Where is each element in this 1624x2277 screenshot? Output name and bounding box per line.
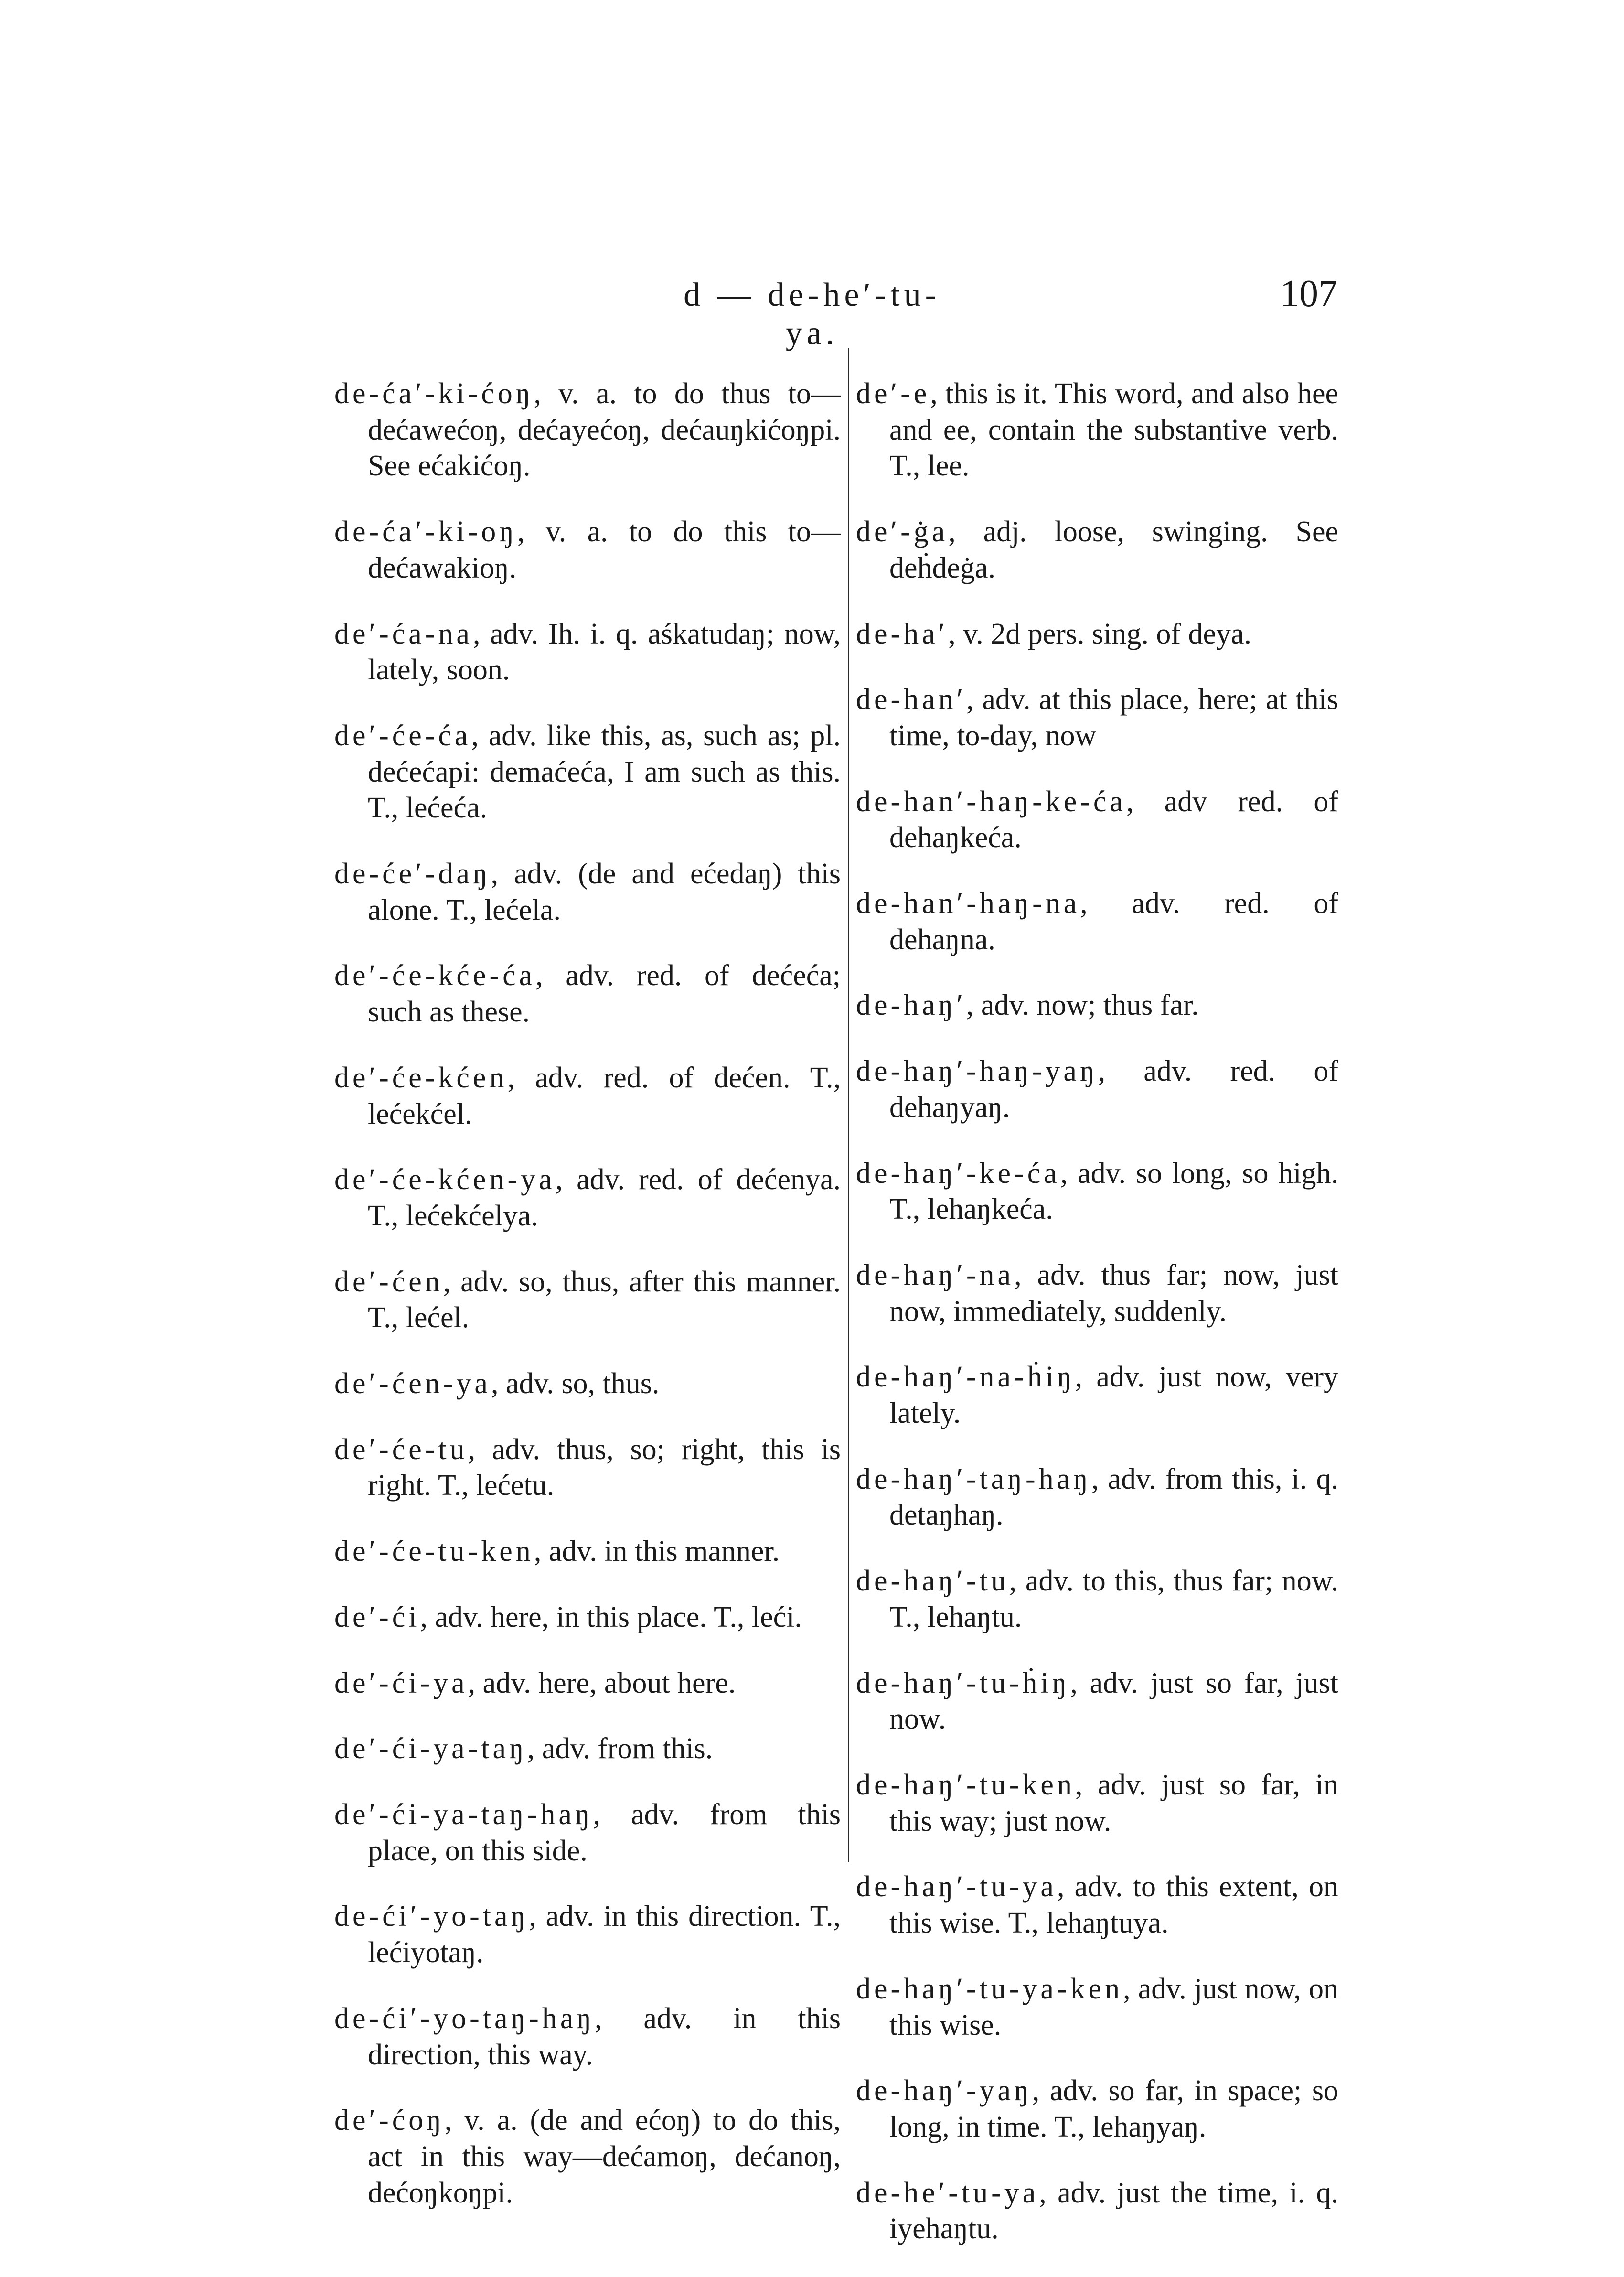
headword: de′-ćoŋ <box>334 2104 445 2137</box>
entry-definition: , v. a. to do this to—dećawakioŋ. <box>368 516 841 584</box>
entry-definition: , adv. so far, in space; so long, in time. T., lehaŋyaŋ. <box>889 2074 1338 2143</box>
headword: de′-ćen-ya <box>334 1367 491 1400</box>
dictionary-entry <box>856 514 1338 586</box>
dictionary-entry <box>334 1264 841 1336</box>
entry-definition: , v. a. (de and ećoŋ) to do this, act in this way—dećamoŋ, dećanoŋ, dećoŋkoŋpi. <box>368 2104 841 2209</box>
headword: de-ća′-ki-oŋ <box>334 516 517 548</box>
dictionary-entry <box>856 1665 1338 1738</box>
entry-definition: , adv. from this place, on this side. <box>368 1798 841 1867</box>
headword: de-ći′-yo-taŋ <box>334 1900 529 1933</box>
headword: de-haŋ′-tu-ya-ken <box>856 1972 1123 2005</box>
headword: de′-će-kćen-ya <box>334 1163 556 1196</box>
headword: de-he′-tu-ya <box>856 2176 1039 2209</box>
dictionary-entry <box>856 2175 1338 2247</box>
dictionary-entry <box>334 1731 841 1767</box>
headword: de-će′-daŋ <box>334 858 491 891</box>
entry-definition: , adv. just now, very lately. <box>889 1361 1338 1430</box>
dictionary-entry <box>334 514 841 586</box>
headword: de′-će-kće-ća <box>334 959 536 992</box>
column-rule <box>848 348 849 1862</box>
dictionary-entry <box>856 616 1338 653</box>
headword: de-ći′-yo-taŋ-haŋ <box>334 2002 595 2035</box>
headword: de′-ći <box>334 1600 420 1633</box>
dictionary-entry <box>334 2103 841 2211</box>
dictionary-entry <box>856 784 1338 856</box>
headword: de-haŋ′-yaŋ <box>856 2074 1032 2107</box>
entry-definition: , adv red. of dehaŋkeća. <box>889 785 1338 854</box>
headword: de-haŋ′-taŋ-haŋ <box>856 1462 1091 1495</box>
headword: de-haŋ′-tu-ken <box>856 1768 1075 1801</box>
dictionary-entry <box>334 1899 841 1971</box>
headword: de-haŋ′ <box>856 989 966 1022</box>
entry-definition: , adv. just so far, just now. <box>889 1666 1338 1736</box>
headword: de′-će-tu-ken <box>334 1535 534 1568</box>
headword: de′-ġa <box>856 516 949 548</box>
entry-definition: , adj. loose, swinging. See deḣdeġa. <box>889 516 1338 584</box>
right-column <box>856 346 1338 2277</box>
headword: de-han′ <box>856 683 967 716</box>
dictionary-entry <box>334 1600 841 1636</box>
entry-definition: , adv. red. of dehaŋna. <box>889 887 1338 956</box>
entry-definition: , adv. red. of dećen. T., lećekćel. <box>368 1061 841 1130</box>
entry-definition: , adv. to this, thus far; now. T., lehaŋtu. <box>889 1565 1338 1633</box>
entry-definition: , adv. so, thus. <box>491 1367 660 1400</box>
dictionary-entry <box>856 1971 1338 2043</box>
entry-definition: , adv. just the time, i. q. iyehaŋtu. <box>889 2176 1338 2245</box>
dictionary-entry <box>334 856 841 928</box>
dictionary-entry <box>856 988 1338 1024</box>
dictionary-entry <box>856 886 1338 958</box>
entry-definition: , adv. (de and ećedaŋ) this alone. T., lećela. <box>368 858 841 926</box>
entry-definition: , adv. red. of dehaŋyaŋ. <box>889 1055 1338 1124</box>
entry-definition: , adv. thus, so; right, this is right. T., lećetu. <box>368 1433 841 1502</box>
dictionary-entry <box>334 2001 841 2073</box>
dictionary-entry <box>856 1461 1338 1534</box>
dictionary-entry <box>856 376 1338 484</box>
page-header <box>334 268 1337 352</box>
headword: de′-ćen <box>334 1265 443 1298</box>
headword: de-haŋ′-ke-ća <box>856 1157 1060 1190</box>
entry-definition: , adv. in this manner. <box>534 1535 780 1568</box>
headword: de-haŋ′-tu-ḣiŋ <box>856 1666 1070 1699</box>
dictionary-entry <box>856 2073 1338 2145</box>
entry-definition: , adv. so, thus, after this manner. T., lećel. <box>368 1265 841 1334</box>
headword: de′-ći-ya <box>334 1666 468 1699</box>
dictionary-entry <box>856 1869 1338 1941</box>
entry-definition: , adv. here, in this place. T., leći. <box>420 1600 802 1633</box>
entry-definition: , v. a. to do thus to—dećawećoŋ, dećayećoŋ, dećauŋkićoŋpi. See ećakićoŋ. <box>368 377 841 483</box>
dictionary-entry <box>334 1162 841 1234</box>
entry-definition: , adv. in this direction. T., lećiyotaŋ. <box>368 1900 841 1969</box>
dictionary-entry <box>856 1156 1338 1228</box>
entry-definition: , adv. red. of dećeća; such as these. <box>368 959 841 1029</box>
headword: de′-e <box>856 377 930 410</box>
entry-definition: , adv. like this, as, such as; pl. dećećapi: demaćeća, I am such as this. T., lećeća. <box>368 719 841 825</box>
dictionary-entry <box>856 1767 1338 1839</box>
headword: de-ha′ <box>856 617 949 650</box>
dictionary-entry <box>334 718 841 827</box>
dictionary-entry <box>856 682 1338 754</box>
headword: de-haŋ′-tu <box>856 1565 1009 1598</box>
headword: de-haŋ′-haŋ-yaŋ <box>856 1055 1098 1088</box>
entry-definition: , adv. just so far, in this way; just now. <box>889 1768 1338 1837</box>
dictionary-entry <box>334 376 841 484</box>
entry-definition: , adv. in this direction, this way. <box>368 2002 841 2071</box>
headword: de-ća′-ki-ćoŋ <box>334 377 534 410</box>
entry-definition: , adv. from this, i. q. detaŋhaŋ. <box>889 1462 1338 1532</box>
headword: de-haŋ′-na <box>856 1258 1015 1291</box>
dictionary-entry <box>334 1432 841 1504</box>
entry-definition: , adv. so long, so high. T., lehaŋkeća. <box>889 1157 1338 1226</box>
left-column <box>334 346 841 2241</box>
headword: de′-ći-ya-taŋ <box>334 1732 527 1765</box>
headword: de-haŋ′-na-ḣiŋ <box>856 1361 1075 1394</box>
entry-definition: , this is it. This word, and also hee and ee, contain the substantive verb. T., lee. <box>889 377 1338 483</box>
headword: de-han′-haŋ-na <box>856 887 1080 920</box>
headword: de′-će-kćen <box>334 1061 508 1094</box>
dictionary-entry <box>334 1797 841 1869</box>
headword: de′-ća-na <box>334 617 473 650</box>
entry-definition: , adv. Ih. i. q. aśkatudaŋ; now, lately, soon. <box>368 617 841 687</box>
entry-definition: , adv. at this place, here; at this time, to-day, now <box>889 683 1338 752</box>
entry-definition: , adv. thus far; now, just now, immediately, suddenly. <box>889 1258 1338 1328</box>
dictionary-entry <box>334 958 841 1030</box>
entry-definition: , adv. to this extent, on this wise. T., lehaŋtuya. <box>889 1870 1338 1940</box>
dictionary-entry <box>334 1665 841 1702</box>
dictionary-entry <box>856 1359 1338 1431</box>
entry-definition: , v. 2d pers. sing. of deya. <box>948 617 1252 650</box>
dictionary-entry <box>856 1257 1338 1330</box>
entry-definition: , adv. from this. <box>527 1732 713 1765</box>
dictionary-entry <box>334 1534 841 1570</box>
dictionary-entry <box>334 1060 841 1132</box>
dictionary-entry <box>856 1563 1338 1635</box>
running-head: d — de-he′-tu-ya. <box>684 277 940 352</box>
entry-definition: , adv. here, about here. <box>468 1666 736 1699</box>
headword: de′-će-tu <box>334 1433 468 1466</box>
headword: de-han′-haŋ-ke-ća <box>856 785 1126 818</box>
headword: de′-će-ća <box>334 719 471 752</box>
entry-definition: , adv. now; thus far. <box>966 989 1199 1022</box>
headword: de-haŋ′-tu-ya <box>856 1870 1057 1903</box>
dictionary-entry <box>334 616 841 688</box>
page-number: 107 <box>1280 273 1337 315</box>
headword: de′-ći-ya-taŋ-haŋ <box>334 1798 593 1831</box>
dictionary-entry <box>334 1366 841 1402</box>
dictionary-entry <box>856 1053 1338 1126</box>
entry-definition: , adv. just now, on this wise. <box>889 1972 1338 2041</box>
entry-definition: , adv. red. of dećenya. T., lećekćelya. <box>368 1163 841 1232</box>
